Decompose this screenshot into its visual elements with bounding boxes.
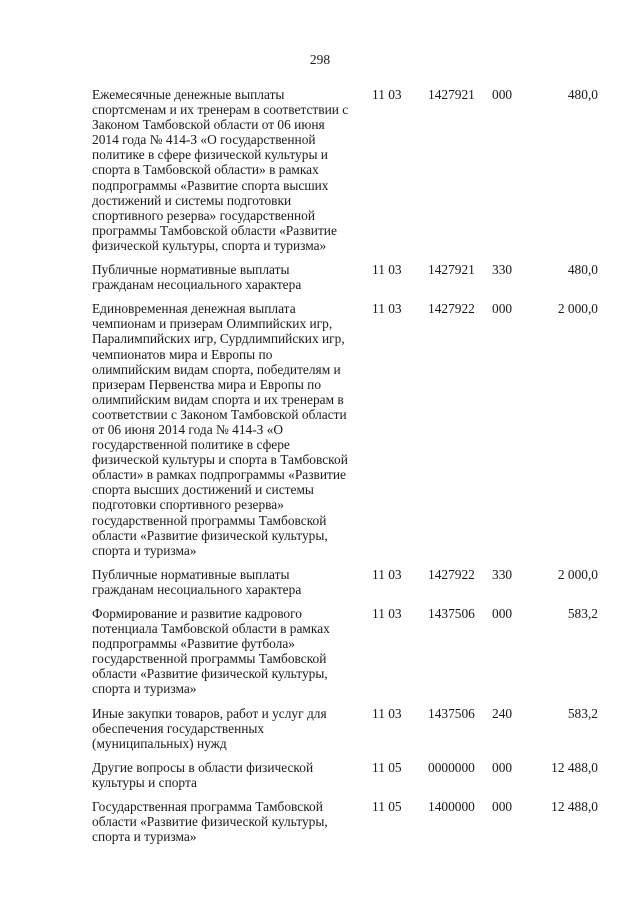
- row-kind-code: 000: [492, 759, 513, 775]
- row-kind-code: 000: [492, 606, 513, 621]
- row-amount: 480,0: [567, 262, 598, 278]
- row-amount: 583,2: [567, 705, 598, 721]
- row-section-code: 11 03: [372, 87, 402, 102]
- row-target-code: 1437506: [428, 606, 475, 621]
- row-target-code: 1427921: [428, 87, 475, 102]
- row-target-code: 1427922: [428, 566, 475, 582]
- table-row: [92, 760, 612, 790]
- row-description: Иные закупки товаров, работ и услуг для обеспечения государственных (муниципальных) нужд: [92, 705, 327, 751]
- row-kind-code: 240: [492, 705, 513, 721]
- table-row: [92, 799, 612, 844]
- row-description: Государственная программа Тамбовской области «Развитие физической культуры, спорта и туризма»: [92, 799, 328, 845]
- row-section-code: 11 03: [372, 566, 402, 582]
- row-target-code: 1400000: [428, 799, 475, 815]
- row-description: Другие вопросы в области физической культуры и спорта: [92, 759, 314, 790]
- row-section-code: 11 05: [372, 759, 402, 775]
- row-amount: 583,2: [567, 606, 598, 621]
- row-target-code: 1427922: [428, 301, 475, 317]
- table-row: [92, 567, 612, 597]
- row-kind-code: 000: [492, 87, 513, 102]
- row-description: Публичные нормативные выплаты гражданам несоциального характера: [92, 262, 302, 293]
- table-row: [92, 262, 612, 292]
- row-amount: 480,0: [567, 87, 598, 102]
- table-row: [92, 606, 612, 697]
- row-section-code: 11 03: [372, 606, 402, 621]
- row-description: Формирование и развитие кадрового потенциала Тамбовской области в рамках подпрограммы «Развитие футбола» государственной программы Тамбовской области «Развитие физической культуры, спорта и туризма»: [92, 606, 330, 697]
- row-kind-code: 000: [492, 799, 513, 815]
- row-description: Публичные нормативные выплаты гражданам несоциального характера: [92, 566, 302, 597]
- row-target-code: 0000000: [428, 759, 475, 775]
- row-description: Единовременная денежная выплата чемпионам и призерам Олимпийских игр, Паралимпийских игр, Сурдлимпийских игр, чемпионатов мира и Европы по олимпийским видам спорта, победителям и призерам Первенства мира и Европы по олимпийским видам спорта и их тренерам в соответствии с Законом Тамбовской области от 06 июня 2014 года № 414-З «О государственной политике в сфере физической культуры и спорта в Тамбовской области» в рамках подпрограммы «Развитие спорта высших достижений и системы подготовки спортивного резерва» государственной программы Тамбовской области «Развитие физической культуры, спорта и туризма»: [92, 301, 348, 558]
- row-amount: 2 000,0: [557, 301, 598, 317]
- budget-table: [92, 87, 612, 853]
- row-section-code: 11 03: [372, 705, 402, 721]
- row-description: Ежемесячные денежные выплаты спортсменам и их тренерам в соответствии с Законом Тамбовской области от 06 июня 2014 года № 414-З «О государственной политике в сфере физической культуры и спорта в Тамбовской области» в рамках подпрограммы «Развитие спорта высших достижений и системы подготовки спортивного резерва» государственной программы Тамбовской области «Развитие физической культуры, спорта и туризма»: [92, 87, 349, 253]
- table-row: [92, 301, 612, 558]
- row-kind-code: 330: [492, 566, 513, 582]
- row-target-code: 1437506: [428, 705, 475, 721]
- row-amount: 12 488,0: [551, 759, 598, 775]
- row-section-code: 11 05: [372, 799, 402, 815]
- row-section-code: 11 03: [372, 262, 402, 278]
- table-row: [92, 87, 612, 253]
- row-kind-code: 330: [492, 262, 513, 278]
- page-number: 298: [309, 52, 331, 67]
- row-kind-code: 000: [492, 301, 513, 317]
- row-section-code: 11 03: [372, 301, 402, 317]
- row-amount: 2 000,0: [557, 566, 598, 582]
- row-target-code: 1427921: [428, 262, 475, 278]
- table-row: [92, 706, 612, 751]
- row-amount: 12 488,0: [551, 799, 598, 815]
